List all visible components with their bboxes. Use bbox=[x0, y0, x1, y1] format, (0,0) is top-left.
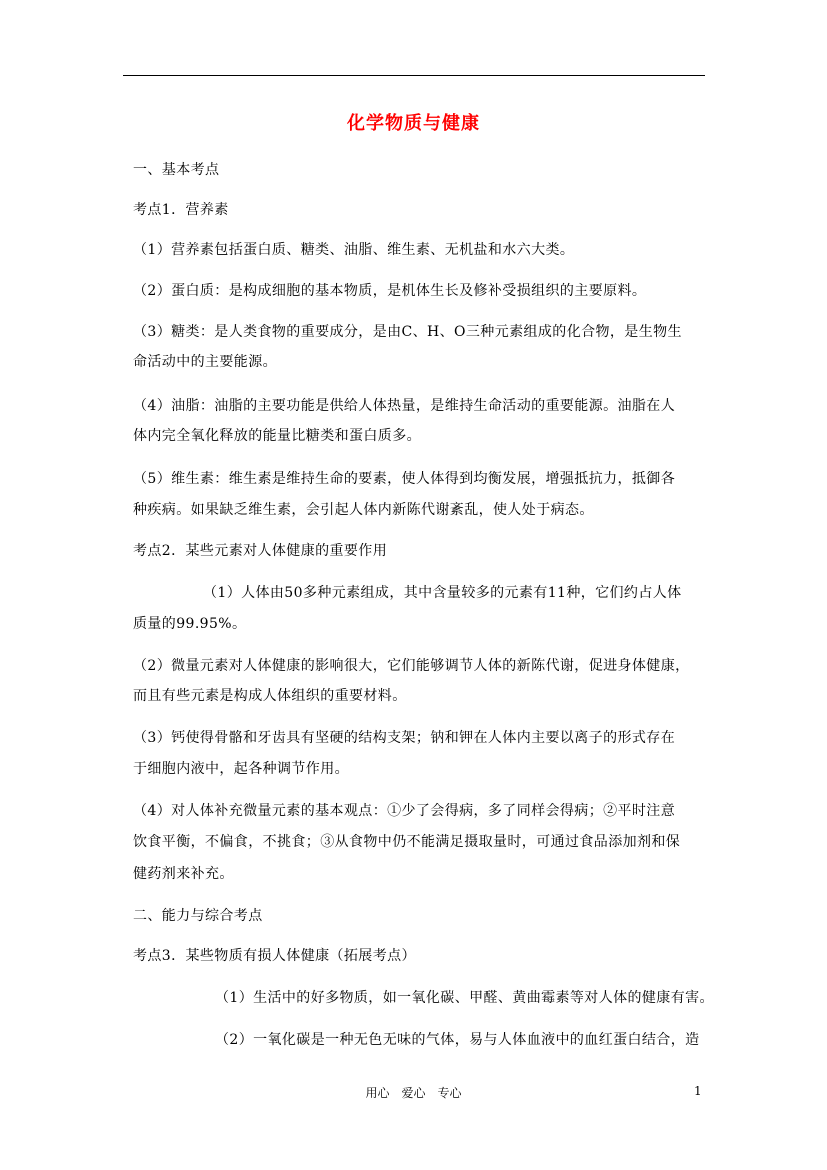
header-rule bbox=[123, 75, 705, 76]
paragraph-line: （1）人体由50多种元素组成，其中含量较多的元素有11种，它们约占人体 bbox=[203, 585, 682, 601]
topic-heading: 考点3．某些物质有损人体健康（拓展考点） bbox=[133, 948, 416, 964]
paragraph-line: （4）对人体补充微量元素的基本观点：①少了会得病，多了同样会得病；②平时注意 bbox=[133, 803, 676, 819]
paragraph-line: （1）营养素包括蛋白质、糖类、油脂、维生素、无机盐和水六大类。 bbox=[133, 242, 575, 258]
paragraph-line: （2）微量元素对人体健康的影响很大，它们能够调节人体的新陈代谢，促进身体健康， bbox=[133, 658, 690, 674]
section-heading: 二、能力与综合考点 bbox=[133, 908, 263, 924]
paragraph-line: 而且有些元素是构成人体组织的重要材料。 bbox=[133, 688, 407, 704]
section-heading: 一、基本考点 bbox=[133, 162, 220, 178]
paragraph-line: 命活动中的主要能源。 bbox=[133, 354, 277, 370]
paragraph-line: （4）油脂：油脂的主要功能是供给人体热量，是维持生命活动的重要能源。油脂在人 bbox=[133, 398, 676, 414]
topic-heading: 考点2．某些元素对人体健康的重要作用 bbox=[133, 543, 388, 559]
paragraph-line: 质量的99.95%。 bbox=[133, 616, 247, 632]
paragraph-line: （2）一氧化碳是一种无色无味的气体，易与人体血液中的血红蛋白结合，造 bbox=[215, 1032, 700, 1048]
paragraph-line: 体内完全氧化释放的能量比糖类和蛋白质多。 bbox=[133, 428, 421, 444]
topic-heading: 考点1．营养素 bbox=[133, 202, 229, 218]
paragraph-line: （3）糖类：是人类食物的重要成分，是由C、H、O三种元素组成的化合物，是生物生 bbox=[133, 324, 682, 340]
paragraph-line: 饮食平衡，不偏食，不挑食；③从食物中仍不能满足摄取量时，可通过食品添加剂和保 bbox=[133, 834, 681, 850]
page-footer: 用心 爱心 专心 bbox=[365, 1086, 462, 1100]
paragraph-line: （1）生活中的好多物质，如一氧化碳、甲醛、黄曲霉素等对人体的健康有害。 bbox=[215, 990, 714, 1006]
paragraph-line: 健药剂来补充。 bbox=[133, 866, 234, 882]
document-title: 化学物质与健康 bbox=[347, 113, 480, 134]
paragraph-line: 于细胞内液中，起各种调节作用。 bbox=[133, 761, 349, 777]
paragraph-line: （3）钙使得骨骼和牙齿具有坚硬的结构支架；钠和钾在人体内主要以离子的形式存在 bbox=[133, 730, 676, 746]
page-number: 1 bbox=[694, 1084, 702, 1098]
paragraph-line: 种疾病。如果缺乏维生素，会引起人体内新陈代谢紊乱，使人处于病态。 bbox=[133, 502, 594, 518]
paragraph-line: （2）蛋白质：是构成细胞的基本物质，是机体生长及修补受损组织的主要原料。 bbox=[133, 283, 647, 299]
paragraph-line: （5）维生素：维生素是维持生命的要素，使人体得到均衡发展，增强抵抗力，抵御各 bbox=[133, 471, 676, 487]
